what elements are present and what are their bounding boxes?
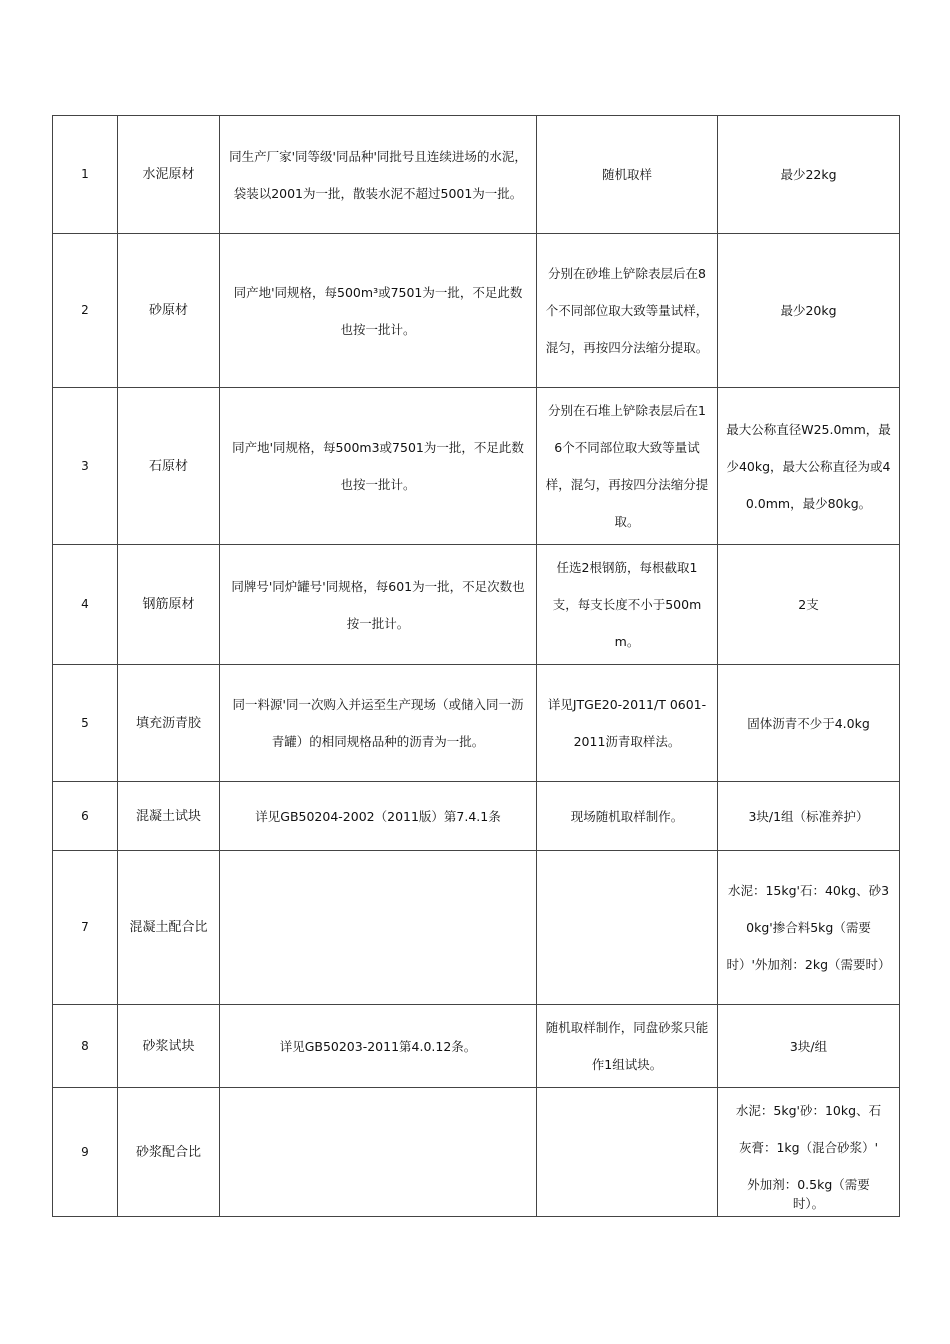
sample-quantity: 2支 xyxy=(718,545,900,665)
batch-rule: 详见GB50204-2002（2011版）第7.4.1条 xyxy=(220,782,537,851)
batch-rule: 同产地'同规格，每500m3或7501为一批，不足此数也按一批计。 xyxy=(220,388,537,545)
sampling-method: 随机取样 xyxy=(537,116,718,234)
sampling-method xyxy=(537,851,718,1005)
batch-rule: 同产地'同规格，每500m³或7501为一批，不足此数也按一批计。 xyxy=(220,234,537,388)
sample-quantity: 水泥：15kg'石：40kg、砂30kg'掺合料5kg（需要时）'外加剂：2kg（需要时） xyxy=(718,851,900,1005)
material-name: 填充沥青胶 xyxy=(118,665,220,782)
material-name: 混凝土配合比 xyxy=(118,851,220,1005)
material-name: 砂浆配合比 xyxy=(118,1088,220,1217)
batch-rule: 同一料源'同一次购入并运至生产现场（或储入同一沥青罐）的相同规格品种的沥青为一批。 xyxy=(220,665,537,782)
sample-quantity: 最少20kg xyxy=(718,234,900,388)
batch-rule xyxy=(220,851,537,1005)
sample-quantity-line: 外加剂：0.5kg（需要 xyxy=(747,1177,870,1192)
sampling-method: 分别在砂堆上铲除表层后在8个不同部位取大致等量试样，混匀，再按四分法缩分提取。 xyxy=(537,234,718,388)
table-row xyxy=(53,665,900,782)
table-row xyxy=(53,851,900,1005)
sampling-requirements-table xyxy=(52,115,900,1217)
table-row xyxy=(53,545,900,665)
batch-rule: 同生产厂家'同等级'同品种'同批号且连续进场的水泥，袋装以2001为一批，散装水泥不超过5001为一批。 xyxy=(220,116,537,234)
material-name: 砂浆试块 xyxy=(118,1005,220,1088)
table-row xyxy=(53,234,900,388)
material-name: 石原材 xyxy=(118,388,220,545)
table-row xyxy=(53,388,900,545)
row-number: 6 xyxy=(53,782,118,851)
sample-quantity: 最大公称直径W25.0mm，最少40kg，最大公称直径为或40.0mm，最少80kg。 xyxy=(718,388,900,545)
batch-rule: 详见GB50203-2011第4.0.12条。 xyxy=(220,1005,537,1088)
sample-quantity: 最少22kg xyxy=(718,116,900,234)
sample-quantity-line: 时）。 xyxy=(792,1196,825,1211)
sampling-method: 分别在石堆上铲除表层后在16个不同部位取大致等量试样，混匀，再按四分法缩分提取。 xyxy=(537,388,718,545)
row-number: 5 xyxy=(53,665,118,782)
row-number: 7 xyxy=(53,851,118,1005)
row-number: 1 xyxy=(53,116,118,234)
row-number: 8 xyxy=(53,1005,118,1088)
batch-rule: 同牌号'同炉罐号'同规格，每601为一批，不足次数也按一批计。 xyxy=(220,545,537,665)
material-name: 钢筋原材 xyxy=(118,545,220,665)
sampling-method: 详见JTGE20-2011/T 0601-2011沥青取样法。 xyxy=(537,665,718,782)
material-name: 水泥原材 xyxy=(118,116,220,234)
table-row xyxy=(53,116,900,234)
sampling-method xyxy=(537,1088,718,1217)
sample-quantity-line: 灰膏：1kg（混合砂浆）' xyxy=(738,1140,879,1155)
sampling-method: 随机取样制作，同盘砂浆只能作1组试块。 xyxy=(537,1005,718,1088)
sampling-method: 任选2根钢筋，每根截取1支，每支长度不小于500mm。 xyxy=(537,545,718,665)
row-number: 9 xyxy=(53,1088,118,1217)
table-row xyxy=(53,782,900,851)
row-number: 2 xyxy=(53,234,118,388)
sample-quantity: 3块/1组（标准养护） xyxy=(718,782,900,851)
material-name: 砂原材 xyxy=(118,234,220,388)
row-number: 4 xyxy=(53,545,118,665)
material-name: 混凝土试块 xyxy=(118,782,220,851)
sample-quantity xyxy=(718,1088,900,1217)
table-row xyxy=(53,1088,900,1217)
row-number: 3 xyxy=(53,388,118,545)
table-row xyxy=(53,1005,900,1088)
sample-quantity: 固体沥青不少于4.0kg xyxy=(718,665,900,782)
sampling-method: 现场随机取样制作。 xyxy=(537,782,718,851)
sample-quantity: 3块/组 xyxy=(718,1005,900,1088)
sample-quantity-line: 水泥：5kg'砂：10kg、石 xyxy=(735,1103,882,1118)
batch-rule xyxy=(220,1088,537,1217)
